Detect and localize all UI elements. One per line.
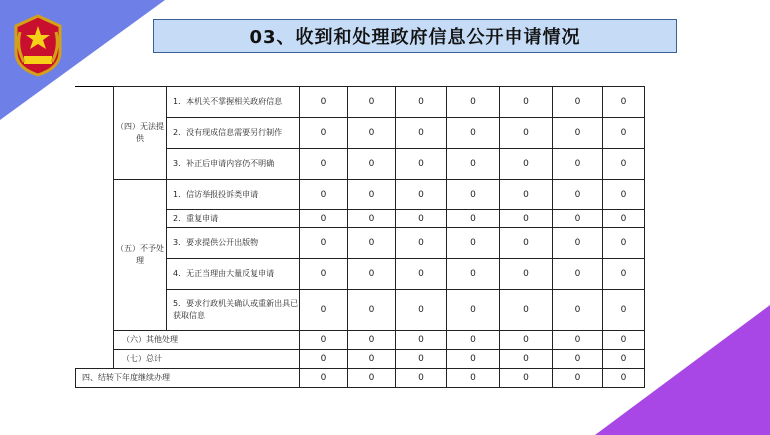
- row-label: （六）其他处理: [114, 331, 300, 350]
- cell-value: 0: [447, 149, 500, 180]
- cell-value: 0: [553, 290, 603, 331]
- cell-value: 0: [500, 259, 553, 290]
- cell-value: 0: [300, 87, 348, 118]
- cell-value: 0: [603, 369, 645, 388]
- cell-value: 0: [447, 369, 500, 388]
- procuratorate-emblem-icon: [10, 12, 66, 78]
- group-label-4: （四）无法提供: [114, 87, 167, 180]
- cell-value: 0: [603, 149, 645, 180]
- cell-value: 0: [447, 210, 500, 228]
- cell-value: 0: [553, 118, 603, 149]
- cell-value: 0: [500, 210, 553, 228]
- cell-value: 0: [500, 350, 553, 369]
- cell-value: 0: [348, 149, 396, 180]
- cell-value: 0: [500, 180, 553, 210]
- cell-value: 0: [348, 369, 396, 388]
- row-label: 5．要求行政机关确认或重新出具已获取信息: [167, 290, 300, 331]
- title-banner: [153, 19, 677, 53]
- cell-value: 0: [447, 118, 500, 149]
- row-label: 1．本机关不掌握相关政府信息: [167, 87, 300, 118]
- cell-value: 0: [553, 331, 603, 350]
- cell-value: 0: [603, 180, 645, 210]
- cell-value: 0: [553, 87, 603, 118]
- data-table: [75, 86, 645, 388]
- cell-value: 0: [603, 228, 645, 259]
- cell-value: 0: [447, 87, 500, 118]
- table-row: [76, 369, 645, 388]
- cell-value: 0: [396, 350, 447, 369]
- row-label: 2．没有现成信息需要另行制作: [167, 118, 300, 149]
- cell-value: 0: [396, 290, 447, 331]
- cell-value: 0: [348, 290, 396, 331]
- cell-value: 0: [500, 87, 553, 118]
- cell-value: 0: [553, 369, 603, 388]
- cell-value: 0: [396, 87, 447, 118]
- cell-value: 0: [603, 259, 645, 290]
- cell-value: 0: [396, 331, 447, 350]
- cell-value: 0: [553, 259, 603, 290]
- cell-value: 0: [500, 228, 553, 259]
- cell-value: 0: [500, 118, 553, 149]
- cell-value: 0: [500, 369, 553, 388]
- cell-value: 0: [300, 331, 348, 350]
- cell-value: 0: [603, 290, 645, 331]
- cell-value: 0: [300, 210, 348, 228]
- cell-value: 0: [300, 228, 348, 259]
- cell-value: 0: [348, 180, 396, 210]
- cell-value: 0: [447, 331, 500, 350]
- cell-value: 0: [348, 118, 396, 149]
- table-row: [76, 180, 645, 210]
- table-row: [76, 87, 645, 118]
- cell-value: 0: [348, 350, 396, 369]
- cell-value: 0: [603, 350, 645, 369]
- cell-value: 0: [300, 259, 348, 290]
- row-label: 四、结转下年度继续办理: [76, 369, 300, 388]
- row-label: （七）总计: [114, 350, 300, 369]
- row-label: 1．信访举报投诉类申请: [167, 180, 300, 210]
- cell-value: 0: [348, 259, 396, 290]
- page-title: 03、收到和处理政府信息公开申请情况: [249, 27, 581, 48]
- cell-value: 0: [348, 228, 396, 259]
- cell-value: 0: [396, 180, 447, 210]
- cell-value: 0: [500, 149, 553, 180]
- outer-spacer-cell: [76, 87, 114, 369]
- cell-value: 0: [553, 180, 603, 210]
- cell-value: 0: [553, 210, 603, 228]
- cell-value: 0: [447, 290, 500, 331]
- table-row: [76, 331, 645, 350]
- cell-value: 0: [396, 369, 447, 388]
- cell-value: 0: [553, 228, 603, 259]
- cell-value: 0: [300, 149, 348, 180]
- row-label: 3．要求提供公开出版物: [167, 228, 300, 259]
- cell-value: 0: [500, 290, 553, 331]
- cell-value: 0: [348, 210, 396, 228]
- row-label: 3．补正后申请内容仍不明确: [167, 149, 300, 180]
- group-label-5: （五）不予处理: [114, 180, 167, 331]
- row-label: 4．无正当理由大量反复申请: [167, 259, 300, 290]
- cell-value: 0: [396, 118, 447, 149]
- cell-value: 0: [300, 290, 348, 331]
- cell-value: 0: [396, 210, 447, 228]
- cell-value: 0: [300, 180, 348, 210]
- cell-value: 0: [553, 350, 603, 369]
- cell-value: 0: [348, 87, 396, 118]
- cell-value: 0: [500, 331, 553, 350]
- cell-value: 0: [396, 149, 447, 180]
- cell-value: 0: [396, 228, 447, 259]
- row-label: 2．重复申请: [167, 210, 300, 228]
- table-row: [76, 350, 645, 369]
- cell-value: 0: [300, 369, 348, 388]
- cell-value: 0: [603, 118, 645, 149]
- cell-value: 0: [603, 87, 645, 118]
- cell-value: 0: [348, 331, 396, 350]
- cell-value: 0: [603, 210, 645, 228]
- cell-value: 0: [396, 259, 447, 290]
- cell-value: 0: [300, 118, 348, 149]
- cell-value: 0: [447, 228, 500, 259]
- cell-value: 0: [447, 350, 500, 369]
- cell-value: 0: [447, 180, 500, 210]
- cell-value: 0: [553, 149, 603, 180]
- cell-value: 0: [447, 259, 500, 290]
- cell-value: 0: [603, 331, 645, 350]
- cell-value: 0: [300, 350, 348, 369]
